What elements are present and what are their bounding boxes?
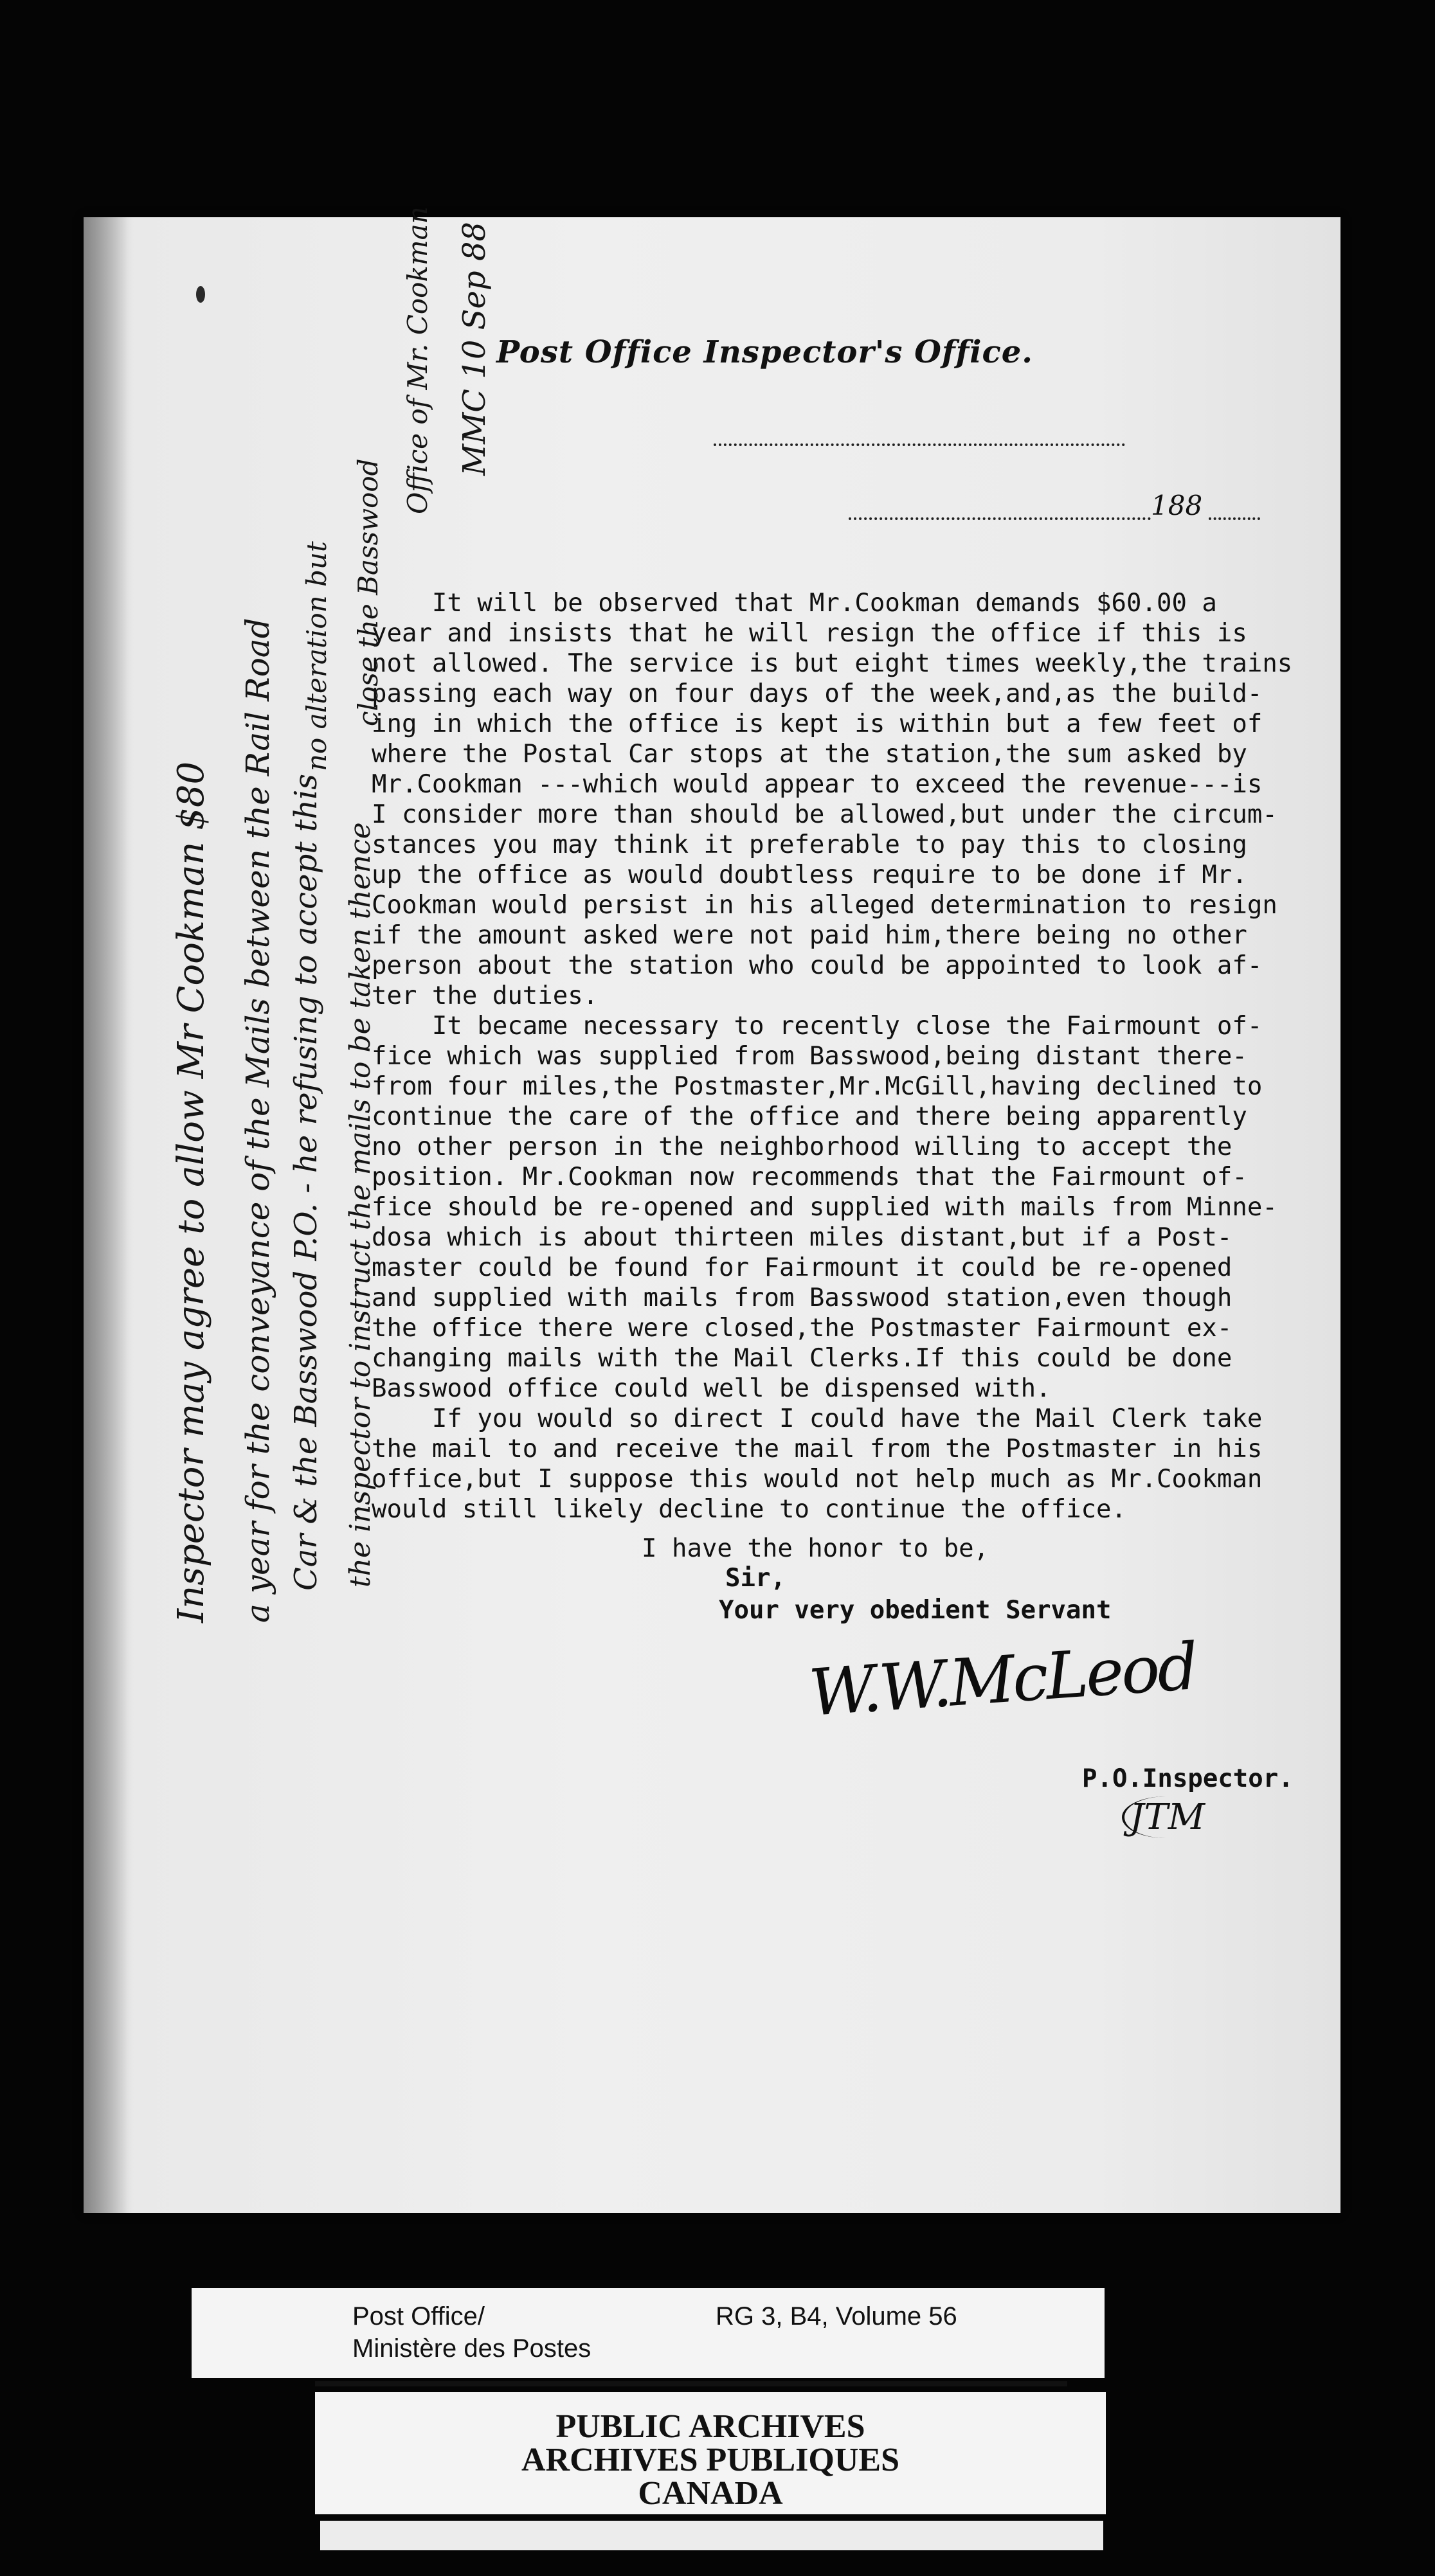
body-line: Basswood office could well be dispensed with. [372,1374,1051,1403]
body-line: and supplied with mails from Basswood station,even though [372,1284,1232,1312]
punch-hole [196,286,205,303]
body-line: ing in which the office is kept is within but a few feet of [372,710,1263,738]
body-line: no other person in the neighborhood willing to accept the [372,1132,1232,1161]
body-line: person about the station who could be appointed to look af- [372,951,1263,980]
margin-note-8: MMC 10 Sep 88 [456,222,492,476]
body-line: the mail to and receive the mail from the Postmaster in his [372,1435,1263,1463]
archive-reference-label [192,2288,1105,2378]
date-line-end [1209,517,1260,520]
margin-note-3: Car & the Basswood P.O. - he refusing to accept this [288,774,324,1591]
body-line: changing mails with the Mail Clerks.If this could be done [372,1344,1232,1373]
stamp-line-1: PUBLIC ARCHIVES [555,2408,865,2445]
body-line: the office there were closed,the Postmaster Fairmount ex- [372,1314,1232,1343]
address-line [714,443,1125,446]
margin-note-6: close the Basswood [352,458,384,726]
page-fold-shadow [84,217,129,2213]
closing-honor: I have the honor to be, [642,1534,989,1563]
body-line: not allowed. The service is but eight times weekly,the trains [372,649,1293,678]
body-line: fice should be re-opened and supplied with mails from Minne- [372,1193,1277,1222]
body-line: It became necessary to recently close the Fairmount of- [372,1012,1263,1041]
signature: W.W.McLeod [806,1629,1198,1731]
label-divider [315,2381,1067,2386]
body-line: office,but I suppose this would not help much as Mr.Cookman [372,1465,1263,1494]
clerk-initials: JTM [1122,1796,1210,1838]
body-line: Mr.Cookman ---which would appear to exceed the revenue---is [372,770,1263,799]
date-line [849,517,1151,520]
body-line: where the Postal Car stops at the station,the sum asked by [372,740,1247,769]
body-line: ter the duties. [372,981,599,1010]
body-line: master could be found for Fairmount it could be re-opened [372,1253,1232,1282]
stamp-line-2: ARCHIVES PUBLIQUES [521,2442,900,2478]
body-line: position. Mr.Cookman now recommends that the Fairmount of- [372,1163,1247,1192]
body-line: I consider more than should be allowed,but under the circum- [372,800,1277,829]
dept-line-1: Post Office/ [352,2302,485,2330]
margin-note-5: no alteration but [301,541,332,771]
letterhead: Post Office Inspector's Office. [496,334,1033,370]
body-line: if the amount asked were not paid him,there being no other [372,921,1247,950]
closing-sir: Sir, [725,1564,786,1593]
closing-servant: Your very obedient Servant [719,1596,1112,1625]
body-line: dosa which is about thirteen miles distant,but if a Post- [372,1223,1232,1252]
archives-stamp [315,2392,1106,2514]
margin-note-2: a year for the conveyance of the Mails between the Rail Road [239,618,276,1623]
body-line: would still likely decline to continue the office. [372,1495,1126,1524]
body-line: If you would so direct I could have the Mail Clerk take [372,1404,1263,1433]
body-line: It will be observed that Mr.Cookman demands $60.00 a [372,589,1217,618]
body-line: from four miles,the Postmaster,Mr.McGill,having declined to [372,1072,1263,1101]
body-line: up the office as would doubtless require to be done if Mr. [372,861,1247,890]
margin-note-7: Office of Mr. Cookman [402,206,433,514]
margin-note-1: Inspector may agree to allow Mr Cookman $80 [170,761,212,1623]
body-line: Cookman would persist in his alleged determination to resign [372,891,1277,920]
stamp-line-3: CANADA [638,2475,783,2512]
body-line: year and insists that he will resign the office if this is [372,619,1247,648]
dept-line-2: Ministère des Postes [352,2334,591,2363]
label-footer-strip [320,2521,1103,2550]
date-year: 188 [1151,490,1203,521]
inspector-title: P.O.Inspector. [1082,1764,1294,1793]
body-line: fice which was supplied from Basswood,being distant there- [372,1042,1247,1071]
body-line: continue the care of the office and there being apparently [372,1102,1247,1131]
body-line: stances you may think it preferable to pay this to closing [372,830,1247,859]
body-line: passing each way on four days of the week,and,as the build- [372,679,1263,708]
margin-note-4: the inspector to instruct the mails to be taken thence [344,822,377,1588]
archive-reference: RG 3, B4, Volume 56 [716,2302,957,2330]
letter-body [372,588,1297,1525]
